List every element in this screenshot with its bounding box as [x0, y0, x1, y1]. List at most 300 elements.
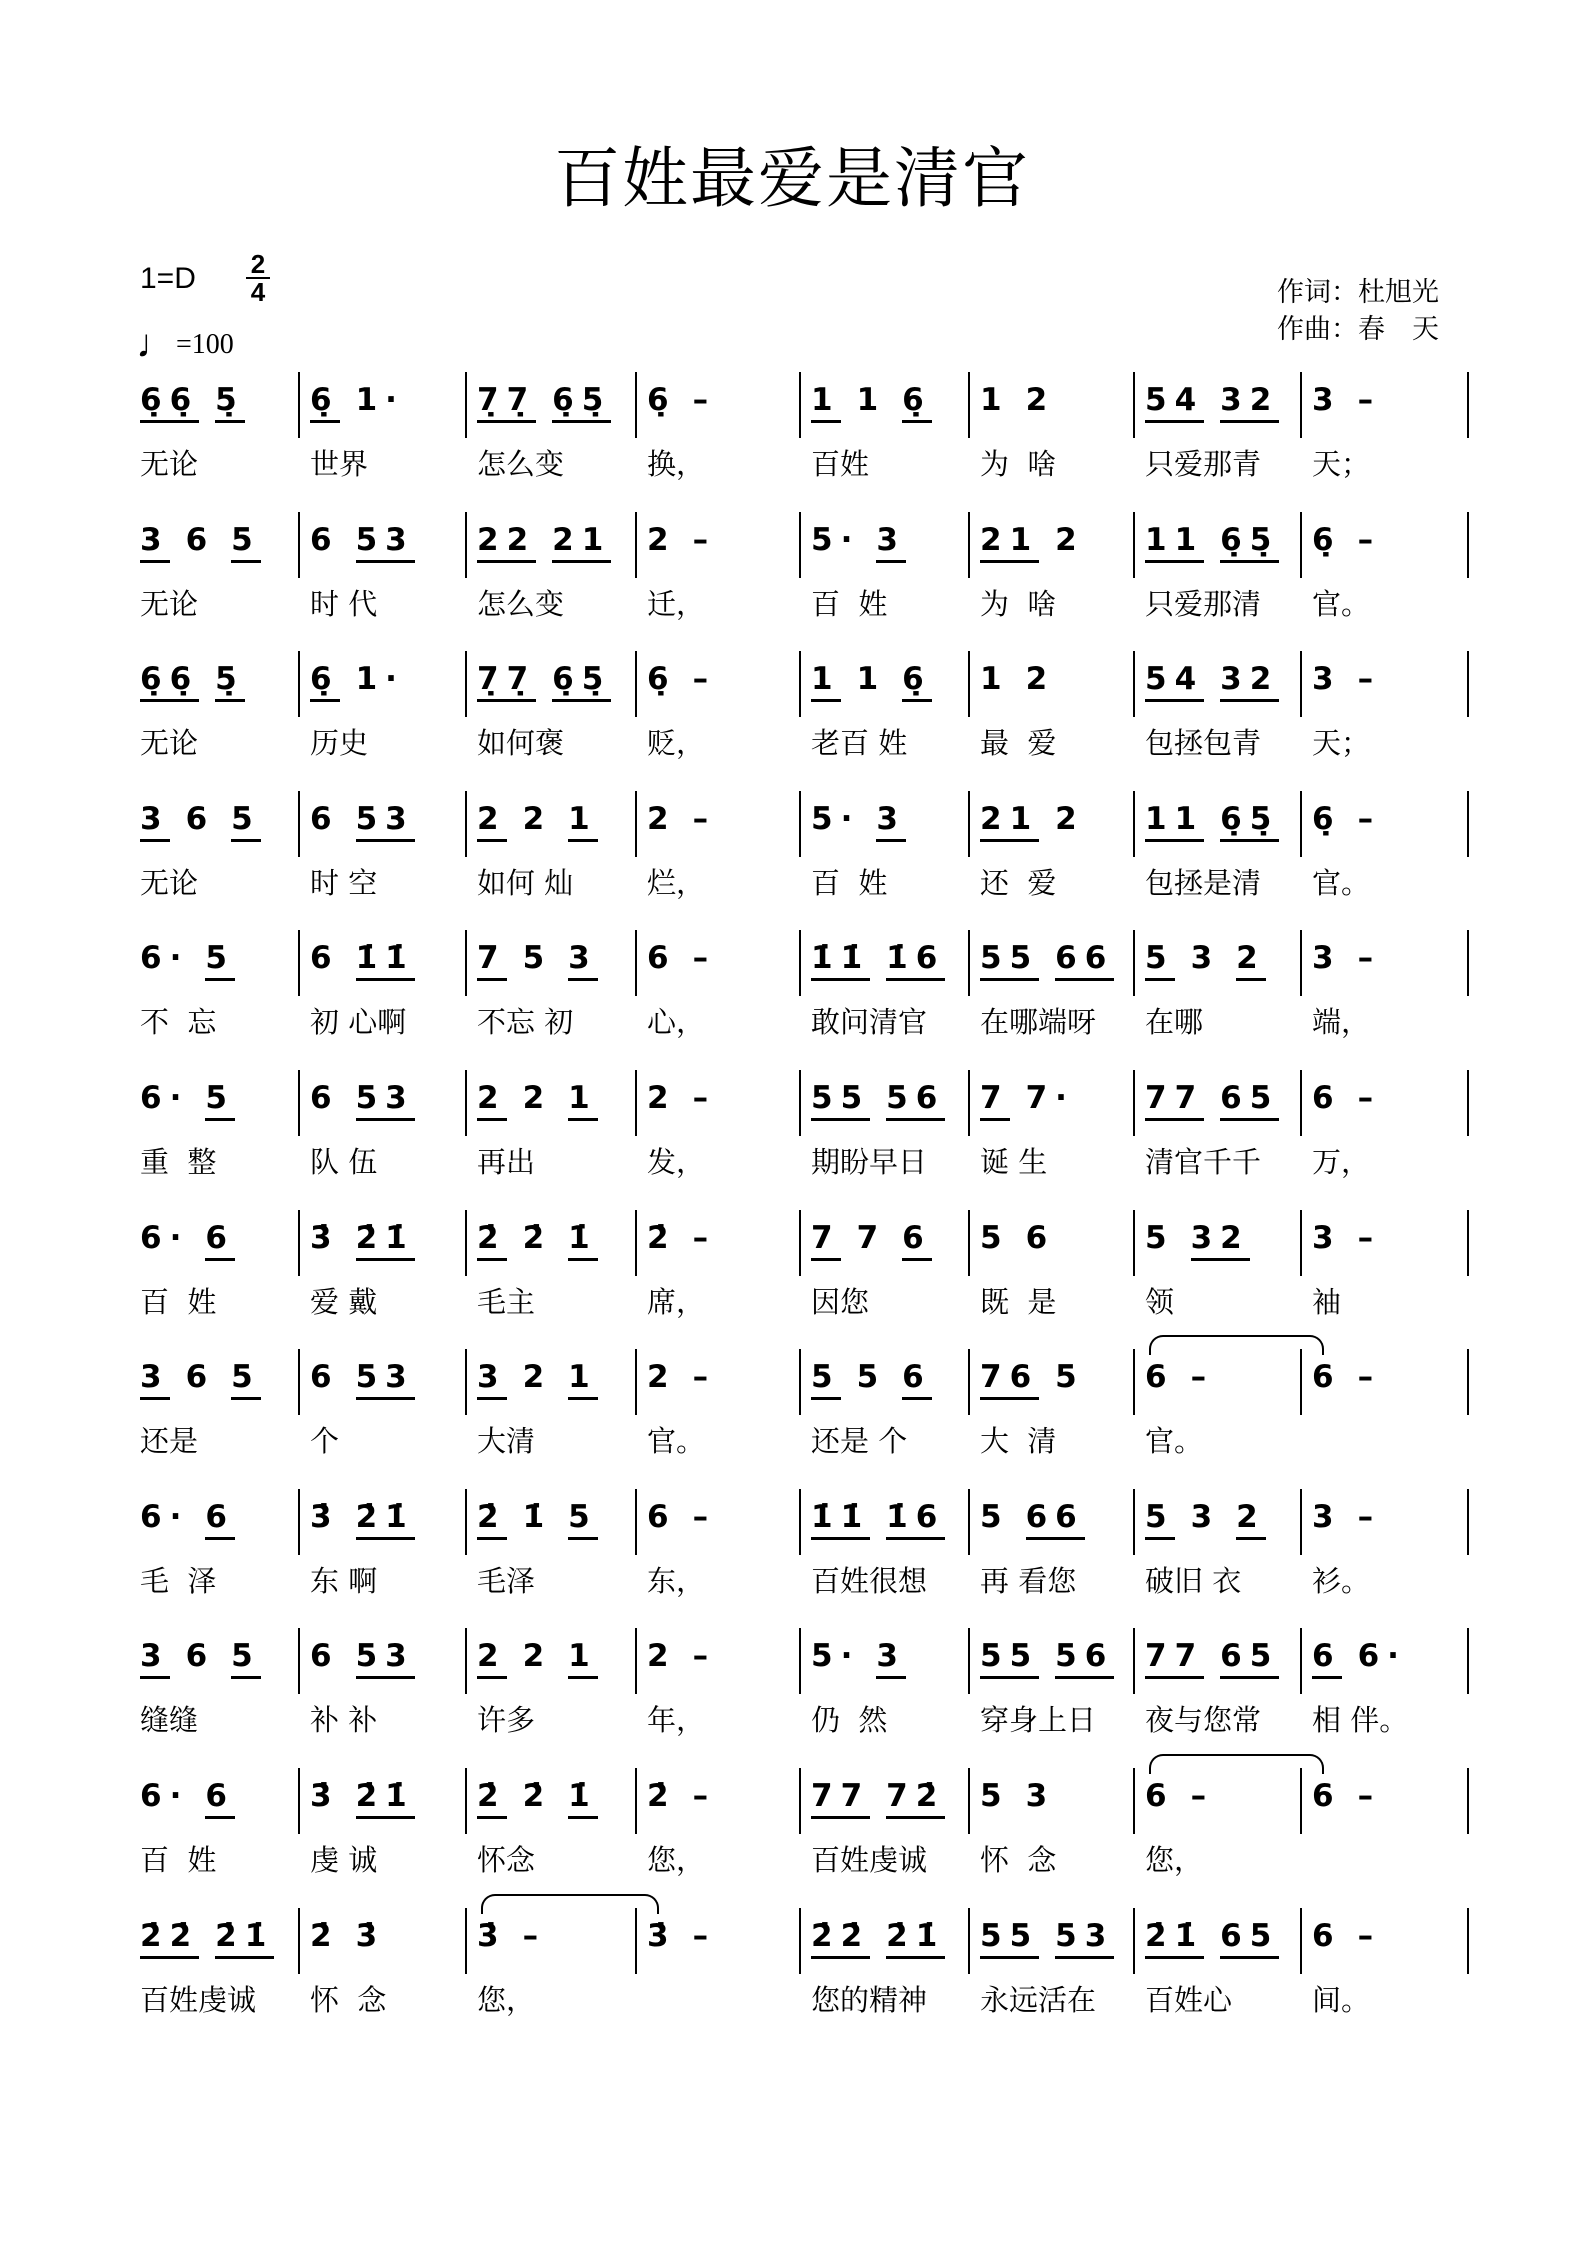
bar-line	[1467, 512, 1469, 578]
measure	[1312, 1638, 1423, 1698]
lyric: 迁，	[647, 586, 706, 621]
lyric: 百姓心	[1145, 1982, 1233, 2017]
note: 6	[185, 1359, 216, 1396]
note: 3̇	[310, 1778, 340, 1814]
lyric: 为 啥	[980, 586, 1057, 621]
note: –	[1357, 521, 1382, 558]
bar-line	[968, 930, 970, 996]
measure	[1145, 1638, 1295, 1698]
lyric: 席，	[647, 1284, 706, 1319]
measure	[310, 1918, 401, 1978]
lyric: 您，	[1145, 1843, 1204, 1877]
beamed-note-group: 3	[140, 1359, 170, 1400]
measure	[1312, 661, 1397, 721]
lyric: 贬，	[647, 726, 706, 761]
beamed-note-group: 55	[980, 940, 1039, 981]
measure	[1145, 1918, 1295, 1978]
beamed-note-group: 3	[568, 940, 598, 981]
measure	[140, 522, 277, 582]
note: 6̣	[647, 661, 677, 698]
bar-line	[1467, 1908, 1469, 1974]
measure	[140, 1220, 251, 1280]
bar-line	[799, 1628, 801, 1694]
measure	[310, 940, 431, 1000]
lyric: 怎么变	[477, 447, 565, 481]
score-row	[0, 1359, 1584, 1499]
lyric: 百姓很想	[811, 1563, 928, 1598]
bar-line	[635, 1628, 637, 1694]
bar-line	[1467, 1768, 1469, 1834]
note: –	[1357, 1080, 1382, 1116]
beamed-note-group: 5	[231, 522, 261, 563]
beamed-note-group: 2̇1̇	[356, 1778, 415, 1819]
beamed-note-group: 65	[1220, 1918, 1279, 1959]
lyric: 东，	[647, 1563, 706, 1598]
lyric: 最 爱	[980, 726, 1057, 761]
lyric: 百 姓	[811, 865, 888, 900]
note: 2	[647, 521, 677, 558]
note: –	[1357, 382, 1382, 418]
note: –	[692, 1917, 717, 1954]
beamed-note-group: 54	[1145, 661, 1204, 702]
measure	[811, 1359, 948, 1419]
measure	[811, 1499, 961, 1559]
beamed-note-group: 11	[1145, 801, 1204, 842]
measure	[140, 1778, 251, 1838]
beamed-note-group: 1̇6	[886, 1499, 945, 1540]
lyric: 无论	[140, 726, 199, 761]
note: –	[692, 661, 717, 698]
beamed-note-group: 77	[1145, 1638, 1204, 1679]
bar-line	[635, 1349, 637, 1415]
note: 2	[647, 1359, 677, 1396]
note: 3̇	[355, 1917, 386, 1954]
note: 6	[185, 521, 216, 558]
lyric: 穿身上日	[980, 1703, 1097, 1738]
note: –	[1357, 1359, 1382, 1396]
note: 1	[856, 661, 887, 698]
measure	[980, 1499, 1101, 1559]
measure	[980, 382, 1071, 442]
bar-line	[465, 1489, 467, 1555]
lyric: 还 爱	[980, 865, 1057, 900]
lyric: 您，	[647, 1843, 706, 1877]
bar-line	[1300, 1908, 1302, 1974]
bar-line	[1300, 1210, 1302, 1276]
lyric: 还是	[140, 1424, 199, 1459]
lyric: 不 忘	[140, 1005, 217, 1040]
measure	[477, 522, 627, 582]
note: 6	[310, 940, 340, 977]
measure	[980, 1080, 1091, 1140]
note: 2̇	[522, 1219, 553, 1256]
bar-line	[465, 930, 467, 996]
lyric: 毛泽	[477, 1563, 536, 1598]
lyric: 换，	[647, 447, 706, 481]
bar-line	[1467, 791, 1469, 857]
measure	[310, 1499, 431, 1559]
measure	[811, 382, 948, 442]
note: 6·	[140, 1498, 190, 1535]
bar-line	[968, 372, 970, 438]
measure	[310, 1220, 431, 1280]
bar-line	[635, 1908, 637, 1974]
lyric: 为 啥	[980, 447, 1057, 481]
beamed-note-group: 6̣	[310, 382, 340, 423]
bar-line	[298, 1489, 300, 1555]
note: 6	[1025, 1219, 1056, 1256]
time-signature	[246, 249, 270, 307]
bar-line	[799, 512, 801, 578]
note: –	[692, 521, 717, 558]
lyric: 大 清	[980, 1424, 1057, 1459]
measure	[1145, 1499, 1282, 1559]
beamed-note-group: 6̣	[902, 661, 932, 702]
bar-line	[1300, 372, 1302, 438]
composer-credit: 作曲：春 天	[1277, 314, 1439, 345]
score-row	[0, 1499, 1584, 1639]
note: 2̇	[310, 1917, 340, 1954]
score-row	[0, 1638, 1584, 1778]
lyric: 队 伍	[310, 1145, 378, 1179]
bar-line	[1467, 1628, 1469, 1694]
bar-line	[1133, 512, 1135, 578]
measure	[647, 1918, 732, 1978]
bar-line	[799, 651, 801, 717]
lyric: 老百 姓	[811, 726, 908, 761]
measure	[1145, 940, 1282, 1000]
bar-line	[968, 1768, 970, 1834]
measure	[1145, 1778, 1230, 1838]
note: 6	[1312, 1359, 1342, 1396]
lyric: 您的精神	[811, 1982, 928, 2017]
beamed-note-group: 21	[980, 801, 1039, 842]
beamed-note-group: 6	[205, 1220, 235, 1261]
beamed-note-group: 53	[356, 522, 415, 563]
measure	[477, 1499, 614, 1559]
measure	[310, 1778, 431, 1838]
beamed-note-group: 5	[205, 1080, 235, 1121]
measure	[647, 940, 732, 1000]
bar-line	[799, 1070, 801, 1136]
beamed-note-group: 22	[477, 522, 536, 563]
bar-line	[1467, 372, 1469, 438]
lyric: 如何褒	[477, 726, 565, 761]
measure	[811, 661, 948, 721]
bar-line	[968, 791, 970, 857]
measure	[647, 1359, 732, 1419]
lyric: 时 代	[310, 586, 378, 621]
note: 6·	[140, 1778, 190, 1814]
beamed-note-group: 2̇1̇	[1145, 1918, 1204, 1959]
note: 6	[310, 1080, 340, 1116]
lyric: 天；	[1312, 726, 1371, 761]
beamed-note-group: 2̇2̇	[140, 1918, 199, 1959]
lyric: 发，	[647, 1145, 706, 1179]
lyric: 怀念	[477, 1843, 536, 1877]
note: 5	[1055, 1359, 1085, 1396]
measure	[310, 1638, 431, 1698]
score-row	[0, 1778, 1584, 1918]
lyric: 初 心啊	[310, 1005, 407, 1040]
beamed-note-group: 3	[876, 1638, 906, 1679]
beamed-note-group: 3	[140, 1638, 170, 1679]
lyric: 您，	[477, 1982, 536, 2017]
lyric: 包拯包青	[1145, 726, 1262, 761]
note: 1	[856, 382, 887, 418]
lyric: 百 姓	[140, 1843, 217, 1877]
note: 6·	[1357, 1638, 1407, 1675]
bar-line	[635, 512, 637, 578]
lyric: 如何 灿	[477, 865, 574, 900]
lyric: 百姓虔诚	[811, 1843, 928, 1877]
beamed-note-group: 3	[477, 1359, 507, 1400]
note: 3	[1190, 1498, 1221, 1535]
lyric: 毛 泽	[140, 1563, 217, 1598]
lyric: 既 是	[980, 1284, 1057, 1319]
bar-line	[968, 1349, 970, 1415]
beamed-note-group: 5̣	[215, 382, 245, 423]
measure	[647, 1080, 732, 1140]
measure	[1145, 661, 1295, 721]
note: 1·	[355, 661, 405, 698]
measure	[1312, 382, 1397, 442]
note: 7	[856, 1219, 887, 1256]
bar-line	[298, 651, 300, 717]
beamed-note-group: 2̇	[477, 1778, 507, 1819]
lyric: 因您	[811, 1284, 870, 1319]
measure	[811, 940, 961, 1000]
bar-line	[298, 1628, 300, 1694]
beamed-note-group: 53	[356, 1359, 415, 1400]
beamed-note-group: 5	[205, 940, 235, 981]
lyric: 怎么变	[477, 586, 565, 621]
note: 6·	[140, 1080, 190, 1116]
bar-line	[799, 791, 801, 857]
note: 3̇	[477, 1917, 507, 1954]
beamed-note-group: 6̣5̣	[552, 382, 611, 423]
bar-line	[799, 930, 801, 996]
beamed-note-group: 1̇6	[886, 940, 945, 981]
measure	[811, 1918, 961, 1978]
beamed-note-group: 21	[980, 522, 1039, 563]
measure	[1312, 1499, 1397, 1559]
beamed-note-group: 53	[1055, 1918, 1114, 1959]
bar-line	[298, 1070, 300, 1136]
measure	[477, 1918, 562, 1978]
note: 6	[1312, 1778, 1342, 1814]
beamed-note-group: 2	[1236, 940, 1266, 981]
bar-line	[1467, 930, 1469, 996]
note: 6	[1312, 1080, 1342, 1116]
beamed-note-group: 21	[552, 522, 611, 563]
note: 1	[980, 382, 1010, 418]
note: 3	[1025, 1778, 1056, 1814]
note: 6·	[140, 1219, 190, 1256]
lyric: 无论	[140, 865, 199, 900]
measure	[477, 1359, 614, 1419]
beamed-note-group: 5	[231, 1359, 261, 1400]
bar-line	[968, 512, 970, 578]
bar-line	[799, 1349, 801, 1415]
measure	[980, 1220, 1071, 1280]
bar-line	[1467, 1489, 1469, 1555]
note: 6̣	[1312, 800, 1342, 837]
bar-line	[298, 1349, 300, 1415]
note: 6	[647, 1498, 677, 1535]
bar-line	[465, 651, 467, 717]
beamed-note-group: 1	[568, 1359, 598, 1400]
score-row	[0, 522, 1584, 662]
beamed-note-group: 7̣7̣	[477, 661, 536, 702]
measure	[140, 1080, 251, 1140]
beamed-note-group: 5	[811, 1359, 841, 1400]
beamed-note-group: 53	[356, 1080, 415, 1121]
note: 6	[1145, 1778, 1175, 1814]
beamed-note-group: 6	[205, 1499, 235, 1540]
bar-line	[799, 372, 801, 438]
note: 6̣	[1312, 521, 1342, 558]
beamed-note-group: 54	[1145, 382, 1204, 423]
lyric: 夜与您常	[1145, 1703, 1262, 1738]
score-row	[0, 661, 1584, 801]
lyric: 爱 戴	[310, 1284, 378, 1319]
beamed-note-group: 3	[876, 801, 906, 842]
bar-line	[298, 1908, 300, 1974]
beamed-note-group: 1	[811, 382, 841, 423]
measure	[647, 382, 732, 442]
beamed-note-group: 6	[205, 1778, 235, 1819]
bar-line	[1133, 930, 1135, 996]
beamed-note-group: 5	[568, 1499, 598, 1540]
note: 6	[310, 1638, 340, 1675]
bar-line	[635, 1070, 637, 1136]
bar-line	[1133, 651, 1135, 717]
beamed-note-group: 53	[356, 1638, 415, 1679]
lyric: 大清	[477, 1424, 536, 1459]
note: 2	[647, 800, 677, 837]
lyric: 破旧 衣	[1145, 1563, 1242, 1598]
bar-line	[1467, 1349, 1469, 1415]
measure	[647, 1638, 732, 1698]
measure	[477, 1778, 614, 1838]
measure	[477, 1638, 614, 1698]
bar-line	[1467, 1070, 1469, 1136]
measure	[1145, 1359, 1230, 1419]
note: 3	[1312, 1498, 1342, 1535]
beamed-note-group: 2	[477, 1080, 507, 1121]
note: 5·	[811, 800, 861, 837]
beamed-note-group: 2	[477, 1638, 507, 1679]
lyric: 官。	[1312, 865, 1371, 900]
measure	[811, 1080, 961, 1140]
bar-line	[635, 791, 637, 857]
beamed-note-group: 7̣7̣	[477, 382, 536, 423]
lyric: 怀 念	[310, 1982, 387, 2017]
lyric: 官。	[647, 1424, 706, 1459]
tempo-marking	[136, 320, 234, 367]
lyric: 百 姓	[811, 586, 888, 621]
note: –	[1357, 661, 1382, 698]
bar-line	[1467, 1210, 1469, 1276]
beamed-note-group: 6̣6̣	[140, 661, 199, 702]
bar-line	[298, 372, 300, 438]
beamed-note-group: 1	[568, 1080, 598, 1121]
bar-line	[968, 1908, 970, 1974]
bar-line	[968, 1070, 970, 1136]
lyric: 永远活在	[980, 1982, 1097, 2017]
bar-line	[1300, 1768, 1302, 1834]
lyric: 端，	[1312, 1005, 1371, 1040]
bar-line	[465, 1070, 467, 1136]
bar-line	[1300, 512, 1302, 578]
lyric: 袖	[1312, 1284, 1342, 1319]
lyric: 相 伴。	[1312, 1703, 1409, 1738]
bar-line	[1133, 1210, 1135, 1276]
bar-line	[465, 1628, 467, 1694]
measure	[811, 1638, 922, 1698]
beamed-note-group: 72̇	[886, 1778, 945, 1819]
beamed-note-group: 1	[568, 1638, 598, 1679]
measure	[1312, 1778, 1397, 1838]
score-row	[0, 940, 1584, 1080]
lyric: 无论	[140, 447, 199, 481]
bar-line	[298, 512, 300, 578]
measure	[310, 382, 421, 442]
note: 2̇	[522, 1778, 553, 1814]
measure	[980, 1359, 1101, 1419]
lyric: 个	[310, 1424, 340, 1459]
lyric: 不忘 初	[477, 1005, 574, 1040]
measure	[1312, 1918, 1397, 1978]
lyric: 百 姓	[140, 1284, 217, 1319]
note: 2̇	[647, 1219, 677, 1256]
key-signature: 1=D	[140, 262, 196, 295]
note: 6	[647, 940, 677, 977]
note: –	[1357, 1917, 1382, 1954]
measure	[1312, 801, 1397, 861]
song-title: 百姓最爱是清官	[554, 140, 1030, 217]
bar-line	[298, 1768, 300, 1834]
bar-line	[465, 1908, 467, 1974]
beamed-note-group: 1̇1̇	[356, 940, 415, 981]
note: –	[1357, 940, 1382, 977]
measure	[310, 1359, 431, 1419]
note: 2	[522, 1638, 553, 1675]
bar-line	[298, 1210, 300, 1276]
measure	[140, 1918, 290, 1978]
beamed-note-group: 1̇1̇	[811, 1499, 870, 1540]
note: –	[1357, 800, 1382, 837]
bar-line	[799, 1489, 801, 1555]
measure	[1145, 1220, 1266, 1280]
lyric: 毛主	[477, 1284, 536, 1319]
lyric: 天；	[1312, 447, 1371, 481]
score-row	[0, 1918, 1584, 2058]
beamed-note-group: 1	[568, 801, 598, 842]
lyric: 百姓虔诚	[140, 1982, 257, 2017]
measure	[647, 661, 732, 721]
lyric: 领	[1145, 1284, 1175, 1319]
bar-line	[635, 930, 637, 996]
lyric: 包拯是清	[1145, 865, 1262, 900]
beamed-note-group: 56	[886, 1080, 945, 1121]
note: –	[522, 1917, 547, 1954]
note: 2	[647, 1080, 677, 1116]
note: –	[1190, 1778, 1215, 1814]
note: 6	[310, 1359, 340, 1396]
bar-line	[1467, 651, 1469, 717]
